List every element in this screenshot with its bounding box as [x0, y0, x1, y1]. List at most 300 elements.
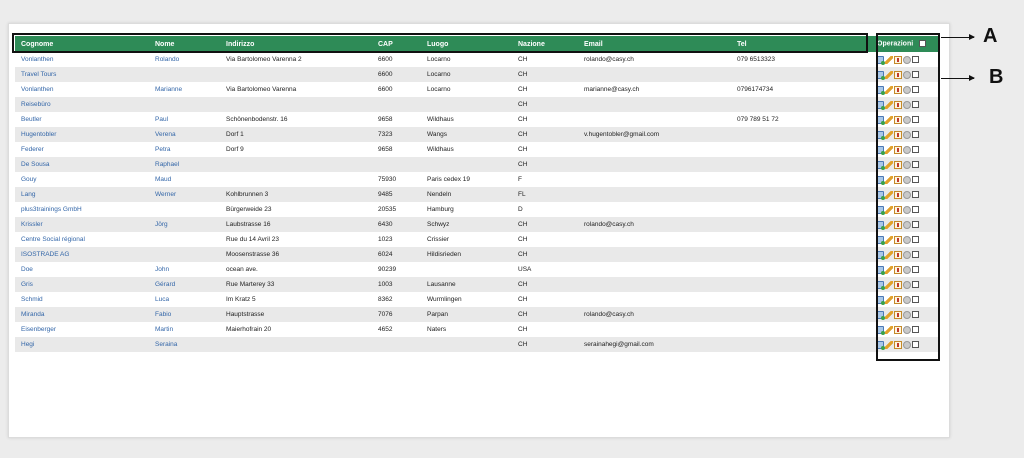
cell-cognome[interactable]: ISOSTRADE AG [15, 247, 149, 262]
contact-card-icon[interactable] [876, 281, 884, 289]
cell-luogo: Lausanne [421, 277, 512, 292]
cell-nome[interactable]: Martin [155, 326, 174, 333]
row-operations [873, 142, 938, 157]
row-operations [873, 292, 938, 307]
row-operations [873, 157, 938, 172]
cell-cap: 4652 [378, 326, 393, 333]
row-select-checkbox[interactable] [912, 236, 919, 243]
contact-card-icon[interactable] [876, 146, 884, 154]
cell-indirizzo: Hauptstrasse [220, 307, 372, 322]
cell-cap: 1023 [378, 236, 393, 243]
row-operations [873, 307, 938, 322]
cell-nome[interactable]: Petra [155, 146, 171, 153]
table-row[interactable] [15, 217, 938, 232]
contact-card-icon[interactable] [876, 116, 884, 124]
cell-indirizzo: Laubstrasse 16 [220, 217, 372, 232]
row-select-checkbox[interactable] [912, 161, 919, 168]
col-email[interactable]: Email [578, 36, 731, 52]
table-row[interactable] [15, 232, 938, 247]
document-icon[interactable] [894, 131, 902, 139]
document-icon[interactable] [894, 311, 902, 319]
document-icon[interactable] [894, 191, 902, 199]
cell-nome[interactable] [149, 67, 220, 82]
cell-luogo [421, 337, 512, 352]
delete-circle-icon[interactable] [903, 221, 911, 229]
document-icon[interactable] [894, 281, 902, 289]
row-operations [873, 172, 938, 187]
cell-nazione: CH [518, 146, 528, 153]
edit-pencil-icon[interactable] [885, 71, 893, 79]
edit-pencil-icon[interactable] [885, 176, 893, 184]
cell-luogo: Paris cedex 19 [427, 176, 470, 183]
table-header-row [15, 36, 938, 52]
cell-nome[interactable]: Marianne [155, 86, 183, 93]
table-row[interactable] [15, 322, 938, 337]
edit-pencil-icon[interactable] [885, 206, 893, 214]
document-icon[interactable] [894, 71, 902, 79]
cell-nome[interactable]: Seraina [149, 337, 220, 352]
row-select-checkbox[interactable] [912, 176, 919, 183]
cell-tel [731, 232, 873, 247]
delete-circle-icon[interactable] [903, 131, 911, 139]
row-select-checkbox[interactable] [912, 251, 919, 258]
cell-cap: 75930 [378, 176, 397, 183]
row-operations [873, 112, 938, 127]
delete-circle-icon[interactable] [903, 296, 911, 304]
cell-cap: 9658 [378, 146, 393, 153]
cell-nome[interactable]: Maud [155, 176, 172, 183]
cell-cognome[interactable]: Schmid [21, 296, 43, 303]
row-operations [873, 67, 938, 82]
cell-nome[interactable]: Paul [155, 116, 169, 123]
col-cognome[interactable]: Cognome [15, 36, 149, 52]
cell-nazione: F [518, 176, 522, 183]
cell-nazione: CH [512, 277, 578, 292]
cell-nome[interactable]: Raphael [149, 157, 220, 172]
cell-tel [731, 67, 873, 82]
table-row[interactable] [15, 202, 938, 217]
cell-email [578, 142, 731, 157]
edit-pencil-icon[interactable] [885, 311, 893, 319]
contact-card-icon[interactable] [876, 161, 884, 169]
cell-indirizzo [220, 172, 372, 187]
cell-nome[interactable]: Werner [149, 187, 220, 202]
cell-indirizzo: Via Bartolomeo Varenna [226, 86, 297, 93]
cell-email [578, 247, 731, 262]
cell-luogo: Hamburg [427, 206, 454, 213]
cell-luogo: Wildhaus [427, 146, 454, 153]
cell-nazione: CH [512, 97, 578, 112]
cell-email [578, 277, 731, 292]
cell-nazione: CH [518, 236, 528, 243]
cell-cognome[interactable]: Hugentobler [15, 127, 149, 142]
edit-pencil-icon[interactable] [885, 146, 893, 154]
cell-email [578, 112, 731, 127]
cell-tel [731, 157, 873, 172]
table-row[interactable] [15, 277, 938, 292]
cell-email: serainahegi@gmail.com [578, 337, 731, 352]
cell-nome[interactable]: Gérard [149, 277, 220, 292]
table-row[interactable] [15, 97, 938, 112]
cell-nome[interactable]: Verena [149, 127, 220, 142]
row-select-checkbox[interactable] [912, 101, 919, 108]
cell-nome[interactable] [149, 97, 220, 112]
cell-tel: 079 789 51 72 [737, 116, 779, 123]
cell-indirizzo: Kohlbrunnen 3 [220, 187, 372, 202]
delete-circle-icon[interactable] [903, 251, 911, 259]
document-icon[interactable] [894, 296, 902, 304]
cell-luogo: Naters [427, 326, 447, 333]
edit-pencil-icon[interactable] [885, 281, 893, 289]
cell-indirizzo: Dorf 1 [220, 127, 372, 142]
cell-tel [731, 337, 873, 352]
cell-tel [731, 97, 873, 112]
delete-circle-icon[interactable] [903, 311, 911, 319]
cell-cognome[interactable]: Centre Social régional [21, 236, 85, 243]
delete-circle-icon[interactable] [903, 341, 911, 349]
cell-email [578, 322, 731, 337]
cell-tel [731, 292, 873, 307]
cell-cognome[interactable]: De Sousa [15, 157, 149, 172]
cell-nazione: CH [512, 127, 578, 142]
contact-card-icon[interactable] [876, 191, 884, 199]
row-select-checkbox[interactable] [912, 296, 919, 303]
cell-cap: 1003 [372, 277, 421, 292]
cell-cognome[interactable]: Krissler [15, 217, 149, 232]
table-row[interactable] [15, 262, 938, 277]
contact-card-icon[interactable] [876, 296, 884, 304]
edit-pencil-icon[interactable] [885, 191, 893, 199]
delete-circle-icon[interactable] [903, 266, 911, 274]
cell-indirizzo: Rue Marterey 33 [220, 277, 372, 292]
operazioni-label: Operazioni [877, 40, 914, 48]
cell-tel [731, 187, 873, 202]
cell-nazione: CH [518, 56, 528, 63]
cell-luogo: Locarno [421, 67, 512, 82]
row-select-checkbox[interactable] [912, 146, 919, 153]
delete-circle-icon[interactable] [903, 101, 911, 109]
cell-nome[interactable]: Luca [155, 296, 170, 303]
document-icon[interactable] [894, 326, 902, 334]
cell-email [578, 187, 731, 202]
cell-email [578, 97, 731, 112]
row-operations [873, 52, 938, 67]
row-select-checkbox[interactable] [912, 206, 919, 213]
cell-email: rolando@casy.ch [584, 56, 634, 63]
cell-cap: 6600 [378, 56, 393, 63]
contacts-table [15, 36, 938, 352]
document-icon[interactable] [894, 86, 902, 94]
cell-luogo: Schwyz [421, 217, 512, 232]
cell-nazione: FL [512, 187, 578, 202]
cell-email [578, 67, 731, 82]
row-operations [873, 232, 938, 247]
row-operations [873, 127, 938, 142]
table-row[interactable] [15, 127, 938, 142]
contact-card-icon[interactable] [876, 101, 884, 109]
cell-cognome[interactable]: Beutler [21, 116, 42, 123]
contact-card-icon[interactable] [876, 221, 884, 229]
cell-luogo [421, 97, 512, 112]
table-row[interactable] [15, 52, 938, 67]
edit-pencil-icon[interactable] [885, 86, 893, 94]
row-select-checkbox[interactable] [912, 341, 919, 348]
cell-cognome[interactable]: Eisenberger [21, 326, 57, 333]
cell-cap [372, 337, 421, 352]
edit-pencil-icon[interactable] [885, 326, 893, 334]
cell-luogo: Nendeln [421, 187, 512, 202]
delete-circle-icon[interactable] [903, 281, 911, 289]
cell-luogo: Crissier [427, 236, 450, 243]
contact-card-icon[interactable] [876, 86, 884, 94]
document-icon[interactable] [894, 146, 902, 154]
document-icon[interactable] [894, 56, 902, 64]
cell-tel [731, 142, 873, 157]
row-select-checkbox[interactable] [912, 221, 919, 228]
row-select-checkbox[interactable] [912, 131, 919, 138]
cell-nazione: USA [518, 266, 532, 273]
delete-circle-icon[interactable] [903, 206, 911, 214]
row-select-checkbox[interactable] [912, 116, 919, 123]
annotation-label-a: A [983, 25, 998, 47]
contact-card-icon[interactable] [876, 176, 884, 184]
cell-cognome[interactable]: Miranda [15, 307, 149, 322]
cell-cognome[interactable]: Vonlanthen [21, 56, 54, 63]
cell-email [578, 262, 731, 277]
cell-nazione: CH [518, 326, 528, 333]
row-operations [873, 337, 938, 352]
document-icon[interactable] [894, 341, 902, 349]
col-nazione[interactable]: Nazione [512, 36, 578, 52]
cell-nome[interactable]: Jörg [149, 217, 220, 232]
cell-cognome[interactable]: Doe [21, 266, 33, 273]
cell-email: rolando@casy.ch [578, 217, 731, 232]
cell-tel [731, 217, 873, 232]
cell-cognome[interactable]: plus3trainings GmbH [21, 206, 82, 213]
cell-cognome[interactable]: Hegi [15, 337, 149, 352]
cell-luogo: Locarno [427, 56, 451, 63]
edit-pencil-icon[interactable] [885, 131, 893, 139]
table-row[interactable] [15, 172, 938, 187]
cell-cognome[interactable]: Travel Tours [15, 67, 149, 82]
cell-cap: 6024 [372, 247, 421, 262]
delete-circle-icon[interactable] [903, 161, 911, 169]
cell-cap [372, 97, 421, 112]
contact-card-icon[interactable] [876, 56, 884, 64]
cell-nome[interactable] [149, 247, 220, 262]
row-select-checkbox[interactable] [912, 191, 919, 198]
delete-circle-icon[interactable] [903, 191, 911, 199]
cell-indirizzo: Dorf 9 [226, 146, 244, 153]
cell-cognome[interactable]: Gouy [21, 176, 37, 183]
cell-tel [731, 322, 873, 337]
cell-nome[interactable] [149, 202, 220, 217]
annotation-arrow-b [941, 78, 974, 79]
cell-indirizzo [220, 157, 372, 172]
cell-email [578, 292, 731, 307]
delete-circle-icon[interactable] [903, 146, 911, 154]
delete-circle-icon[interactable] [903, 71, 911, 79]
contact-card-icon[interactable] [876, 131, 884, 139]
cell-cap: 6600 [372, 67, 421, 82]
cell-email [578, 172, 731, 187]
row-operations [873, 97, 938, 112]
cell-cognome[interactable]: Gris [15, 277, 149, 292]
row-operations [873, 202, 938, 217]
cell-tel [731, 202, 873, 217]
table-row[interactable] [15, 82, 938, 97]
document-icon[interactable] [894, 206, 902, 214]
cell-indirizzo: Maierhofrain 20 [226, 326, 272, 333]
col-indirizzo[interactable]: Indirizzo [220, 36, 372, 52]
table-row[interactable] [15, 307, 938, 322]
delete-circle-icon[interactable] [903, 116, 911, 124]
col-nome[interactable]: Nome [149, 36, 220, 52]
cell-indirizzo: Moosenstrasse 36 [220, 247, 372, 262]
cell-indirizzo: ocean ave. [226, 266, 258, 273]
cell-indirizzo [220, 337, 372, 352]
col-tel[interactable]: Tel [731, 36, 873, 52]
cell-tel [731, 277, 873, 292]
cell-cap: 90239 [378, 266, 397, 273]
cell-nome[interactable]: Fabio [149, 307, 220, 322]
cell-cap [372, 157, 421, 172]
cell-email: marianne@casy.ch [584, 86, 640, 93]
cell-tel [731, 307, 873, 322]
table-row[interactable] [15, 67, 938, 82]
delete-circle-icon[interactable] [903, 86, 911, 94]
cell-nazione: CH [518, 116, 528, 123]
row-operations [873, 217, 938, 232]
cell-luogo: Hildisrieden [421, 247, 512, 262]
cell-cognome[interactable]: Reisebüro [15, 97, 149, 112]
edit-pencil-icon[interactable] [885, 341, 893, 349]
cell-indirizzo: Bürgerweide 23 [226, 206, 272, 213]
contact-card-icon[interactable] [876, 206, 884, 214]
cell-cap: 7076 [372, 307, 421, 322]
document-icon[interactable] [894, 176, 902, 184]
row-operations [873, 322, 938, 337]
edit-pencil-icon[interactable] [885, 161, 893, 169]
cell-email [578, 202, 731, 217]
select-all-checkbox[interactable] [919, 40, 926, 47]
delete-circle-icon[interactable] [903, 236, 911, 244]
table-row[interactable] [15, 292, 938, 307]
cell-cap: 6600 [378, 86, 393, 93]
edit-pencil-icon[interactable] [885, 236, 893, 244]
cell-luogo [421, 157, 512, 172]
table-row[interactable] [15, 337, 938, 352]
edit-pencil-icon[interactable] [885, 56, 893, 64]
cell-luogo: Wurmlingen [427, 296, 462, 303]
document-icon[interactable] [894, 101, 902, 109]
cell-tel: 079 6513323 [737, 56, 775, 63]
table-row[interactable] [15, 247, 938, 262]
row-operations [873, 262, 938, 277]
row-operations [873, 82, 938, 97]
edit-pencil-icon[interactable] [885, 116, 893, 124]
edit-pencil-icon[interactable] [885, 101, 893, 109]
table-row[interactable] [15, 157, 938, 172]
cell-cognome[interactable]: Federer [21, 146, 44, 153]
document-icon[interactable] [894, 266, 902, 274]
cell-luogo: Wangs [421, 127, 512, 142]
col-luogo[interactable]: Luogo [421, 36, 512, 52]
edit-pencil-icon[interactable] [885, 251, 893, 259]
row-operations [873, 247, 938, 262]
cell-nazione: CH [512, 307, 578, 322]
cell-luogo: Locarno [427, 86, 451, 93]
cell-tel: 0796174734 [737, 86, 774, 93]
contact-card-icon[interactable] [876, 266, 884, 274]
col-cap[interactable]: CAP [372, 36, 421, 52]
edit-pencil-icon[interactable] [885, 221, 893, 229]
annotation-arrow-a [941, 37, 974, 38]
cell-tel [731, 247, 873, 262]
cell-nome[interactable]: Rolando [155, 56, 180, 63]
cell-nome[interactable]: John [155, 266, 170, 273]
document-icon[interactable] [894, 236, 902, 244]
contact-card-icon[interactable] [876, 71, 884, 79]
delete-circle-icon[interactable] [903, 56, 911, 64]
cell-luogo: Parpan [421, 307, 512, 322]
cell-nazione: CH [512, 337, 578, 352]
cell-nazione: CH [518, 296, 528, 303]
cell-indirizzo [220, 67, 372, 82]
document-icon[interactable] [894, 221, 902, 229]
row-select-checkbox[interactable] [912, 311, 919, 318]
cell-tel [731, 262, 873, 277]
cell-email [578, 157, 731, 172]
table-row[interactable] [15, 187, 938, 202]
row-select-checkbox[interactable] [912, 281, 919, 288]
contact-card-icon[interactable] [876, 311, 884, 319]
row-select-checkbox[interactable] [912, 71, 919, 78]
cell-cognome[interactable]: Lang [15, 187, 149, 202]
row-operations [873, 187, 938, 202]
row-select-checkbox[interactable] [912, 56, 919, 63]
row-operations [873, 277, 938, 292]
cell-email [578, 232, 731, 247]
contact-card-icon[interactable] [876, 326, 884, 334]
document-icon[interactable] [894, 116, 902, 124]
table-row[interactable] [15, 142, 938, 157]
cell-indirizzo: Schönenbodenstr. 16 [226, 116, 288, 123]
cell-cognome[interactable]: Vonlanthen [21, 86, 54, 93]
cell-indirizzo: Rue du 14 Avril 23 [226, 236, 279, 243]
cell-email: v.hugentobler@gmail.com [578, 127, 731, 142]
row-select-checkbox[interactable] [912, 86, 919, 93]
contact-card-icon[interactable] [876, 251, 884, 259]
contact-card-icon[interactable] [876, 236, 884, 244]
edit-pencil-icon[interactable] [885, 266, 893, 274]
document-icon[interactable] [894, 251, 902, 259]
edit-pencil-icon[interactable] [885, 296, 893, 304]
delete-circle-icon[interactable] [903, 176, 911, 184]
cell-cap: 9658 [378, 116, 393, 123]
annotation-label-b: B [989, 66, 1004, 88]
cell-nome[interactable] [149, 232, 220, 247]
row-select-checkbox[interactable] [912, 326, 919, 333]
cell-email: rolando@casy.ch [578, 307, 731, 322]
row-select-checkbox[interactable] [912, 266, 919, 273]
cell-luogo: Wildhaus [427, 116, 454, 123]
contact-card-icon[interactable] [876, 341, 884, 349]
delete-circle-icon[interactable] [903, 326, 911, 334]
cell-nazione: CH [512, 247, 578, 262]
document-icon[interactable] [894, 161, 902, 169]
table-row[interactable] [15, 112, 938, 127]
